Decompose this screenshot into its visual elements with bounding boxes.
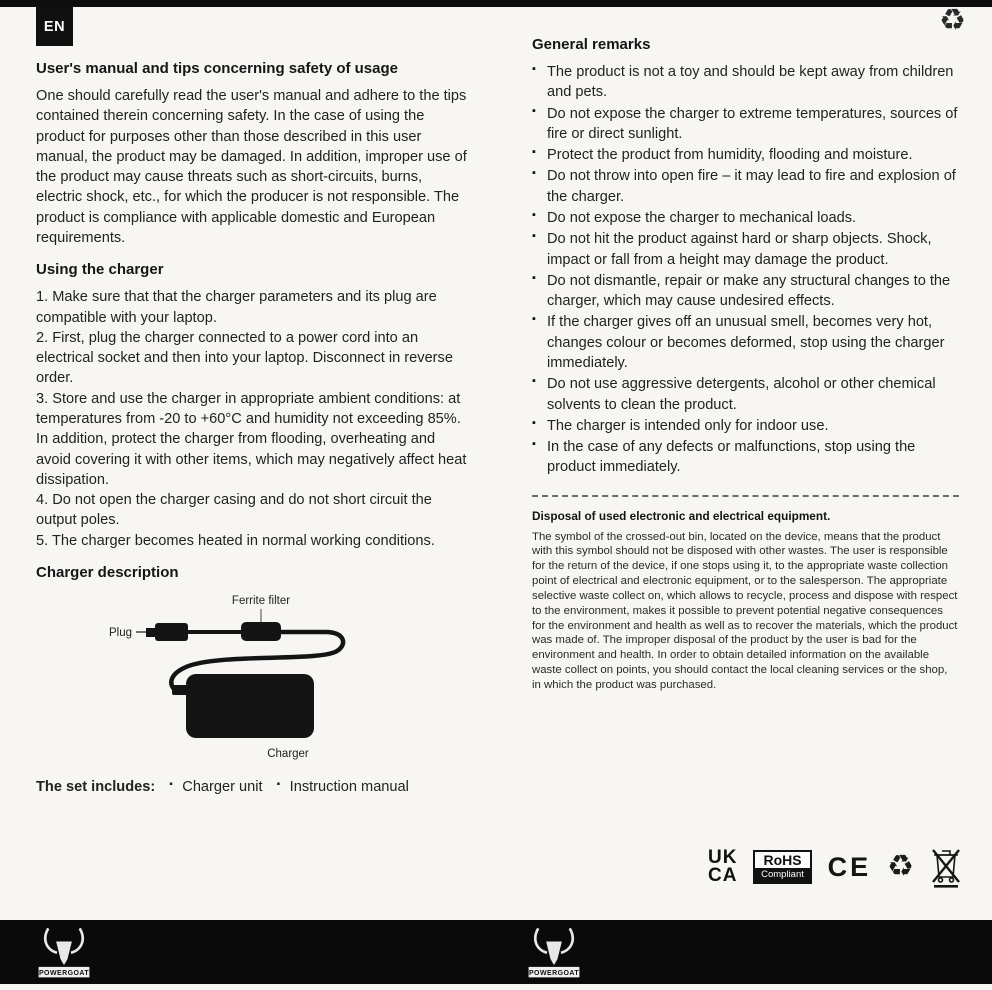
charger-label: Charger: [267, 747, 309, 760]
weee-crossed-bin-icon: [930, 846, 962, 888]
ukca-line2: CA: [708, 865, 738, 886]
set-includes-item: ▪ Charger unit: [169, 779, 262, 795]
remark-item: ▪ If the charger gives off an unusual smell, becomes very hot, changes colour or becomes deformed, stop using the charger immediately.: [532, 312, 959, 373]
using-charger-heading: Using the charger: [36, 261, 164, 279]
charger-body: [186, 674, 314, 738]
safety-heading: User's manual and tips concerning safety of usage: [36, 60, 398, 77]
remark-item: ▪ Protect the product from humidity, flooding and moisture.: [532, 145, 959, 165]
remark-item: ▪ The product is not a toy and should be kept away from children and pets.: [532, 62, 959, 103]
using-step: 5. The charger becomes heated in normal working conditions.: [36, 532, 435, 549]
safety-body: One should carefully read the user's manual and adhere to the tips contained therein concerning safety. In the case of using the product for purposes other than those described in this user manual, the product may be damaged. In addition, improper use of the product may cause threats such as short-circuits, burns, electric shock, etc., for which the producer is not responsible. The product is compliance with applicable domestic and European requirements.: [36, 88, 467, 246]
right-column: [532, 36, 959, 693]
brand-text: POWERGOAT: [38, 969, 90, 977]
set-includes-line: [36, 779, 470, 795]
using-step: 3. Store and use the charger in appropriate ambient conditions: at temperatures from -20 to +60°C and humidity not exceeding 85%. In addition, protect the charger from flooding, overheating and avoid covering it with other items, which may negatively affect heat dissipation.: [36, 390, 467, 488]
plug-tip: [146, 628, 155, 637]
general-remarks-list: [532, 62, 959, 478]
rohs-name: RoHS: [763, 852, 802, 868]
plug-label: Plug: [108, 626, 132, 639]
using-step: 4. Do not open the charger casing and do not short circuit the output poles.: [36, 492, 432, 529]
remark-item: ▪ Do not hit the product against hard or sharp objects. Shock, impact or fall from a height may damage the product.: [532, 229, 959, 270]
ukca-line1: UK: [708, 846, 738, 868]
dashed-divider: [532, 495, 959, 497]
remark-item: ▪ In the case of any defects or malfunctions, stop using the product immediately.: [532, 437, 959, 478]
using-step: 2. First, plug the charger connected to a power cord into an electrical socket and then into your laptop. Disconnect in reverse order.: [36, 329, 453, 387]
left-column: [36, 60, 470, 795]
set-includes-item: ▪ Instruction manual: [277, 779, 409, 795]
remark-item: ▪ Do not throw into open fire – it may lead to fire and explosion of the charger.: [532, 166, 959, 207]
remark-item: ▪ The charger is intended only for indoor use.: [532, 416, 959, 436]
plug-body: [155, 623, 188, 641]
compliance-marks-row: [708, 846, 962, 888]
charger-diagram: [36, 590, 470, 765]
footer-bar: [0, 920, 992, 984]
remark-item: ▪ Do not expose the charger to extreme temperatures, sources of fire or direct sunlight.: [532, 104, 959, 145]
rohs-mark: [753, 850, 811, 884]
strain-relief: [172, 685, 188, 695]
remark-item: ▪ Do not expose the charger to mechanical loads.: [532, 208, 959, 228]
rohs-compliant-label: Compliant: [755, 868, 809, 882]
disposal-body: The symbol of the crossed-out bin, located on the device, means that the product with this symbol should not be disposed with other wastes. The user is responsible for the return of the device, if one stops using it, to the appropriate waste collection point of electrical and electronic equipment, or to the salesperson. The appropriate selective waste collect on, which allows to recycle, process and dispose with respect to the environment, makes it possible to prevent potential negative consequences for the environment and health as well as to recover the materials, which the product was made of. The improper disposal of the product by the user is bad for the environment and health. In order to obtain detailed information on the available waste collect on points, you should contact the local cleaning services or the shop, in which the product was purchased.: [532, 530, 958, 691]
using-step: 1. Make sure that that the charger parameters and its plug are compatible with your laptop.: [36, 289, 437, 326]
language-badge: EN: [36, 7, 73, 46]
remark-item: ▪ Do not dismantle, repair or make any structural changes to the charger, which may cause undesired effects.: [532, 271, 959, 312]
powergoat-logo: [526, 924, 582, 980]
recycle-icon: ♻: [939, 4, 966, 37]
ukca-mark: [708, 846, 738, 886]
ferrite-bead: [241, 622, 281, 641]
brand-text: POWERGOAT: [528, 969, 580, 977]
powergoat-logo: [36, 924, 92, 980]
top-black-strip: [0, 0, 992, 7]
remark-item: ▪ Do not use aggressive detergents, alcohol or other chemical solvents to clean the product.: [532, 374, 959, 415]
disposal-heading: Disposal of used electronic and electrical equipment.: [532, 508, 831, 523]
charger-description-heading: Charger description: [36, 563, 179, 581]
ferrite-filter-label: Ferrite filter: [231, 594, 291, 607]
goat-head: [56, 942, 72, 966]
goat-head: [546, 942, 562, 966]
ce-mark: CE: [827, 851, 872, 882]
set-includes-label: The set includes:: [36, 778, 156, 795]
general-remarks-heading: General remarks: [532, 36, 651, 53]
recycle-icon: ♻: [887, 850, 914, 883]
